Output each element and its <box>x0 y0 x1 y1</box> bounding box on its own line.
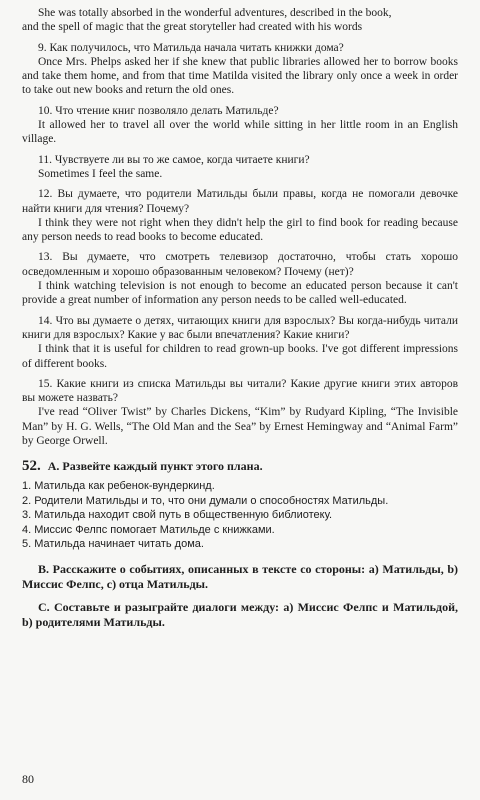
plan-list <box>22 479 458 552</box>
question-text: 13. Вы думаете, что смотреть телевизор достаточно, чтобы стать хорошо осведомленным и хорошо образованным человеком? Почему (нет)? <box>22 251 458 278</box>
plan-item: 3. Матильда находит свой путь в общественную библиотеку. <box>22 509 333 522</box>
task-b: В. Расскажите о событиях, описанных в тексте со стороны: a) Матильды, b) Миссис Фелпс, c) отца Матильды. <box>22 561 458 591</box>
qa-item-10 <box>22 104 458 147</box>
page-number: 80 <box>22 772 34 786</box>
qa-item-12 <box>22 187 458 244</box>
question-text: 12. Вы думаете, что родители Матильды были правы, когда не помогали девочке найти книги для чтения? Почему? <box>22 188 458 215</box>
plan-item: 2. Родители Матильды и то, что они думали о способностях Матильды. <box>22 494 389 507</box>
task-c: С. Составьте и разыграйте диалоги между: а) Миссис Фелпс и Матильдой, b) родителями Матильды. <box>22 599 458 629</box>
question-text: 9. Как получилось, что Матильда начала читать книжки дома? <box>38 41 344 54</box>
qa-item-11 <box>22 153 458 182</box>
qa-item-9 <box>22 41 458 98</box>
intro-line: She was totally absorbed in the wonderful adventures, described in the book, <box>38 7 392 19</box>
answer-text: Sometimes I feel the same. <box>38 167 163 180</box>
answer-text: I think watching television is not enough to become an educated person because it can't provide a great number of information any person needs to be called well-educated. <box>22 280 458 307</box>
plan-item: 5. Матильда начинает читать дома. <box>22 538 204 551</box>
answer-text: I think they were not right when they didn't help the girl to find book for reading because any person needs to read books to become educated. <box>22 216 458 244</box>
question-text: 14. Что вы думаете о детях, читающих книги для взрослых? Вы когда-нибудь читали книги для взрослых? Какие у вас были впечатления? Какие книги? <box>22 314 458 341</box>
answer-text: I've read “Oliver Twist” by Charles Dickens, “Kim” by Rudyard Kipling, “The Invisible Man” by H. G. Wells, “The Old Man and the Sea” by Ernest Hemingway and “Animal Farm” by George Orwell. <box>22 406 458 448</box>
answer-text: It allowed her to travel all over the world while sitting in her little room in an English village. <box>22 119 458 146</box>
answer-text: Once Mrs. Phelps asked her if she knew that public libraries allowed her to borrow books and take them home, and from that time Matilda visited the library only once a week in order to take out new books and return the old ones. <box>22 55 458 97</box>
exercise-number: 52. <box>22 458 41 475</box>
question-text: 10. Что чтение книг позволяло делать Матильде? <box>38 104 279 117</box>
qa-item-15 <box>22 377 458 448</box>
answer-text: I think that it is useful for children to read grown-up books. I've got different impressions of different books. <box>22 343 458 370</box>
intro-paragraph <box>22 6 458 35</box>
exercise-title: А. Развейте каждый пункт этого плана. <box>47 459 263 474</box>
plan-item: 1. Матильда как ребенок-вундеркинд. <box>22 480 215 493</box>
exercise-heading <box>22 458 458 475</box>
plan-item: 4. Миссис Фелпс помогает Матильде с книжками. <box>22 523 275 536</box>
question-text: 15. Какие книги из списка Матильды вы читали? Какие другие книги этих авторов вы можете назвать? <box>22 377 458 405</box>
qa-item-13 <box>22 250 458 307</box>
intro-line: and the spell of magic that the great storyteller had created with his words <box>22 21 363 34</box>
question-text: 11. Чувствуете ли вы то же самое, когда читаете книги? <box>38 153 310 166</box>
qa-item-14 <box>22 314 458 371</box>
